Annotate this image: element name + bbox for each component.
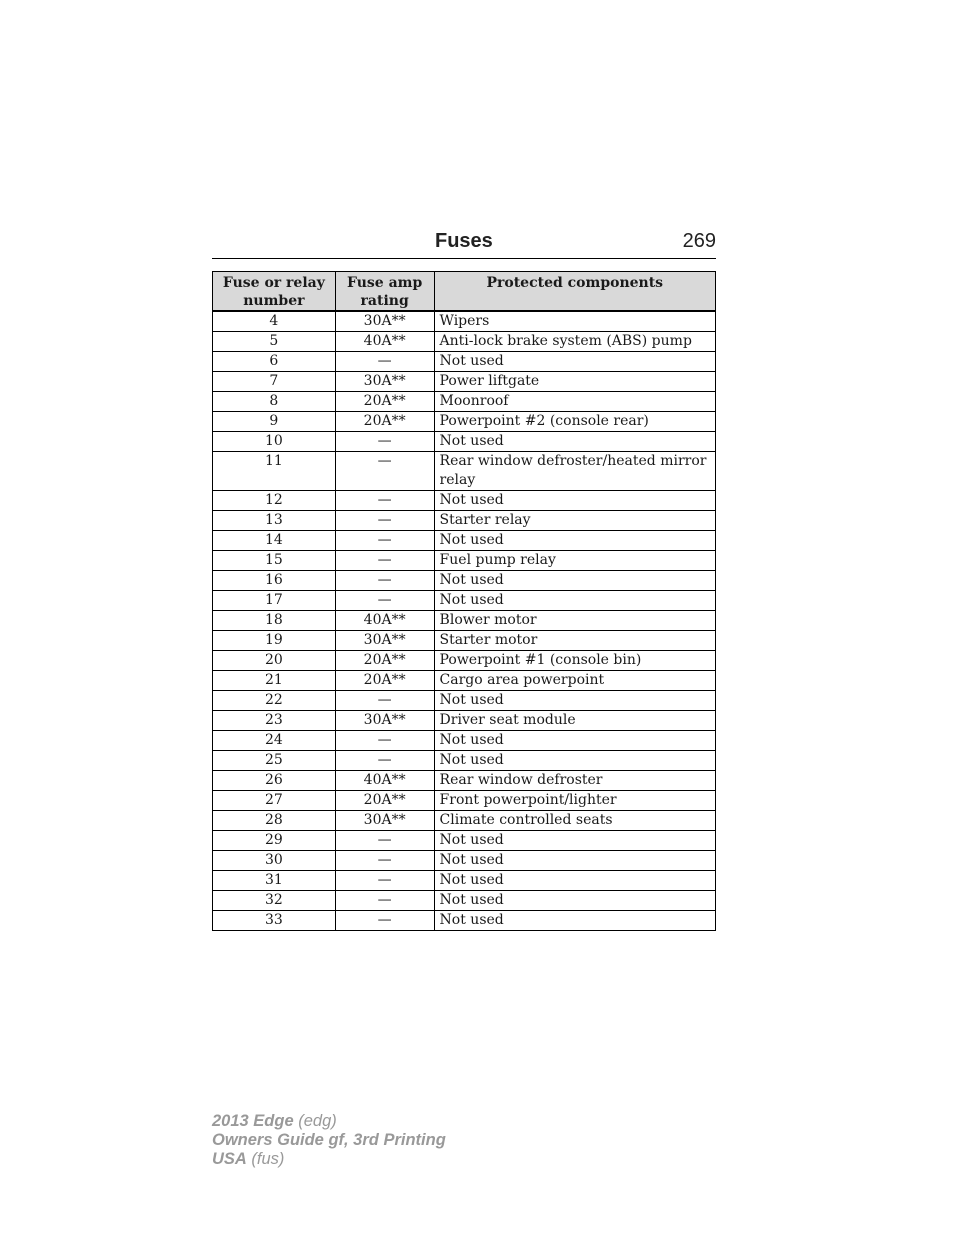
fuse-number-cell: 27 bbox=[213, 791, 336, 811]
fuse-number-cell: 9 bbox=[213, 412, 336, 432]
protected-component-cell: Starter relay bbox=[434, 511, 715, 531]
protected-component-cell: Not used bbox=[434, 591, 715, 611]
amp-rating-cell: — bbox=[335, 591, 434, 611]
page-header bbox=[212, 228, 716, 259]
page-number: 269 bbox=[682, 230, 716, 252]
table-row bbox=[213, 871, 716, 891]
amp-rating-cell: — bbox=[335, 891, 434, 911]
amp-rating-cell: — bbox=[335, 731, 434, 751]
table-row bbox=[213, 311, 716, 332]
protected-component-cell: Not used bbox=[434, 352, 715, 372]
amp-rating-cell: 20A** bbox=[335, 671, 434, 691]
column-header-fuse-number: Fuse or relay number bbox=[213, 272, 336, 312]
amp-rating-cell: — bbox=[335, 491, 434, 511]
table-row bbox=[213, 811, 716, 831]
fuse-number-cell: 4 bbox=[213, 311, 336, 332]
table-row bbox=[213, 731, 716, 751]
protected-component-cell: Not used bbox=[434, 891, 715, 911]
protected-component-cell: Moonroof bbox=[434, 392, 715, 412]
fuse-number-cell: 31 bbox=[213, 871, 336, 891]
table-row bbox=[213, 791, 716, 811]
fuse-number-cell: 18 bbox=[213, 611, 336, 631]
table-row bbox=[213, 831, 716, 851]
fuse-table bbox=[212, 271, 716, 931]
column-header-amp-rating: Fuse amp rating bbox=[335, 272, 434, 312]
table-row bbox=[213, 671, 716, 691]
amp-rating-cell: — bbox=[335, 851, 434, 871]
table-row bbox=[213, 631, 716, 651]
amp-rating-cell: — bbox=[335, 831, 434, 851]
protected-component-cell: Front powerpoint/lighter bbox=[434, 791, 715, 811]
amp-rating-cell: — bbox=[335, 531, 434, 551]
amp-rating-cell: 40A** bbox=[335, 332, 434, 352]
amp-rating-cell: 40A** bbox=[335, 611, 434, 631]
table-row bbox=[213, 511, 716, 531]
amp-rating-cell: — bbox=[335, 352, 434, 372]
fuse-number-cell: 7 bbox=[213, 372, 336, 392]
protected-component-cell: Rear window defroster/heated mirror relay bbox=[434, 452, 715, 491]
column-header-protected-components: Protected components bbox=[434, 272, 715, 312]
protected-component-cell: Climate controlled seats bbox=[434, 811, 715, 831]
fuse-number-cell: 29 bbox=[213, 831, 336, 851]
footer-guide-line bbox=[212, 1131, 446, 1150]
protected-component-cell: Not used bbox=[434, 751, 715, 771]
amp-rating-cell: 30A** bbox=[335, 372, 434, 392]
table-row bbox=[213, 551, 716, 571]
amp-rating-cell: — bbox=[335, 571, 434, 591]
amp-rating-cell: — bbox=[335, 691, 434, 711]
amp-rating-cell: — bbox=[335, 751, 434, 771]
table-row bbox=[213, 531, 716, 551]
table-body bbox=[213, 311, 716, 931]
amp-rating-cell: 30A** bbox=[335, 711, 434, 731]
protected-component-cell: Not used bbox=[434, 571, 715, 591]
fuse-number-cell: 25 bbox=[213, 751, 336, 771]
footer-model-line bbox=[212, 1112, 446, 1131]
table-row bbox=[213, 611, 716, 631]
amp-rating-cell: 20A** bbox=[335, 651, 434, 671]
table-row bbox=[213, 751, 716, 771]
fuse-number-cell: 21 bbox=[213, 671, 336, 691]
protected-component-cell: Starter motor bbox=[434, 631, 715, 651]
amp-rating-cell: 30A** bbox=[335, 311, 434, 332]
fuse-number-cell: 6 bbox=[213, 352, 336, 372]
table-row bbox=[213, 432, 716, 452]
protected-component-cell: Driver seat module bbox=[434, 711, 715, 731]
footer-guide: Owners Guide gf, 3rd Printing bbox=[212, 1131, 446, 1149]
table-row bbox=[213, 851, 716, 871]
table-row bbox=[213, 711, 716, 731]
fuse-number-cell: 11 bbox=[213, 452, 336, 491]
table-header-row bbox=[213, 272, 716, 312]
table-row bbox=[213, 452, 716, 491]
amp-rating-cell: 20A** bbox=[335, 392, 434, 412]
fuse-number-cell: 26 bbox=[213, 771, 336, 791]
protected-component-cell: Not used bbox=[434, 851, 715, 871]
footer bbox=[212, 1112, 446, 1169]
fuse-number-cell: 24 bbox=[213, 731, 336, 751]
protected-component-cell: Not used bbox=[434, 531, 715, 551]
protected-component-cell: Not used bbox=[434, 432, 715, 452]
table-row bbox=[213, 691, 716, 711]
fuse-number-cell: 14 bbox=[213, 531, 336, 551]
fuse-number-cell: 28 bbox=[213, 811, 336, 831]
protected-component-cell: Not used bbox=[434, 911, 715, 931]
fuse-number-cell: 15 bbox=[213, 551, 336, 571]
table-row bbox=[213, 352, 716, 372]
amp-rating-cell: 20A** bbox=[335, 412, 434, 432]
amp-rating-cell: — bbox=[335, 432, 434, 452]
table-row bbox=[213, 891, 716, 911]
section-title: Fuses bbox=[435, 230, 493, 252]
fuse-number-cell: 23 bbox=[213, 711, 336, 731]
table-row bbox=[213, 591, 716, 611]
protected-component-cell: Not used bbox=[434, 691, 715, 711]
protected-component-cell: Fuel pump relay bbox=[434, 551, 715, 571]
fuse-number-cell: 30 bbox=[213, 851, 336, 871]
protected-component-cell: Not used bbox=[434, 831, 715, 851]
footer-model: 2013 Edge bbox=[212, 1112, 294, 1130]
amp-rating-cell: 30A** bbox=[335, 811, 434, 831]
fuse-number-cell: 12 bbox=[213, 491, 336, 511]
table-row bbox=[213, 372, 716, 392]
fuse-number-cell: 13 bbox=[213, 511, 336, 531]
fuse-number-cell: 22 bbox=[213, 691, 336, 711]
protected-component-cell: Not used bbox=[434, 731, 715, 751]
fuse-number-cell: 17 bbox=[213, 591, 336, 611]
footer-model-code: (edg) bbox=[293, 1112, 337, 1130]
footer-market-code: (fus) bbox=[246, 1150, 285, 1168]
table-row bbox=[213, 412, 716, 432]
protected-component-cell: Power liftgate bbox=[434, 372, 715, 392]
amp-rating-cell: 40A** bbox=[335, 771, 434, 791]
table-row bbox=[213, 911, 716, 931]
table-row bbox=[213, 651, 716, 671]
fuse-number-cell: 32 bbox=[213, 891, 336, 911]
protected-component-cell: Not used bbox=[434, 491, 715, 511]
fuse-number-cell: 10 bbox=[213, 432, 336, 452]
protected-component-cell: Powerpoint #1 (console bin) bbox=[434, 651, 715, 671]
footer-market-line bbox=[212, 1150, 446, 1169]
fuse-number-cell: 19 bbox=[213, 631, 336, 651]
amp-rating-cell: — bbox=[335, 911, 434, 931]
footer-market: USA bbox=[212, 1150, 247, 1168]
fuse-number-cell: 20 bbox=[213, 651, 336, 671]
protected-component-cell: Wipers bbox=[434, 311, 715, 332]
protected-component-cell: Blower motor bbox=[434, 611, 715, 631]
fuse-number-cell: 8 bbox=[213, 392, 336, 412]
amp-rating-cell: — bbox=[335, 871, 434, 891]
amp-rating-cell: — bbox=[335, 511, 434, 531]
protected-component-cell: Anti-lock brake system (ABS) pump bbox=[434, 332, 715, 352]
table-row bbox=[213, 332, 716, 352]
fuse-number-cell: 5 bbox=[213, 332, 336, 352]
table-row bbox=[213, 491, 716, 511]
fuse-number-cell: 33 bbox=[213, 911, 336, 931]
amp-rating-cell: — bbox=[335, 551, 434, 571]
protected-component-cell: Not used bbox=[434, 871, 715, 891]
fuse-number-cell: 16 bbox=[213, 571, 336, 591]
protected-component-cell: Powerpoint #2 (console rear) bbox=[434, 412, 715, 432]
table-row bbox=[213, 771, 716, 791]
amp-rating-cell: 30A** bbox=[335, 631, 434, 651]
amp-rating-cell: 20A** bbox=[335, 791, 434, 811]
table-row bbox=[213, 392, 716, 412]
table-row bbox=[213, 571, 716, 591]
protected-component-cell: Cargo area powerpoint bbox=[434, 671, 715, 691]
protected-component-cell: Rear window defroster bbox=[434, 771, 715, 791]
table-header bbox=[213, 272, 716, 312]
amp-rating-cell: — bbox=[335, 452, 434, 491]
